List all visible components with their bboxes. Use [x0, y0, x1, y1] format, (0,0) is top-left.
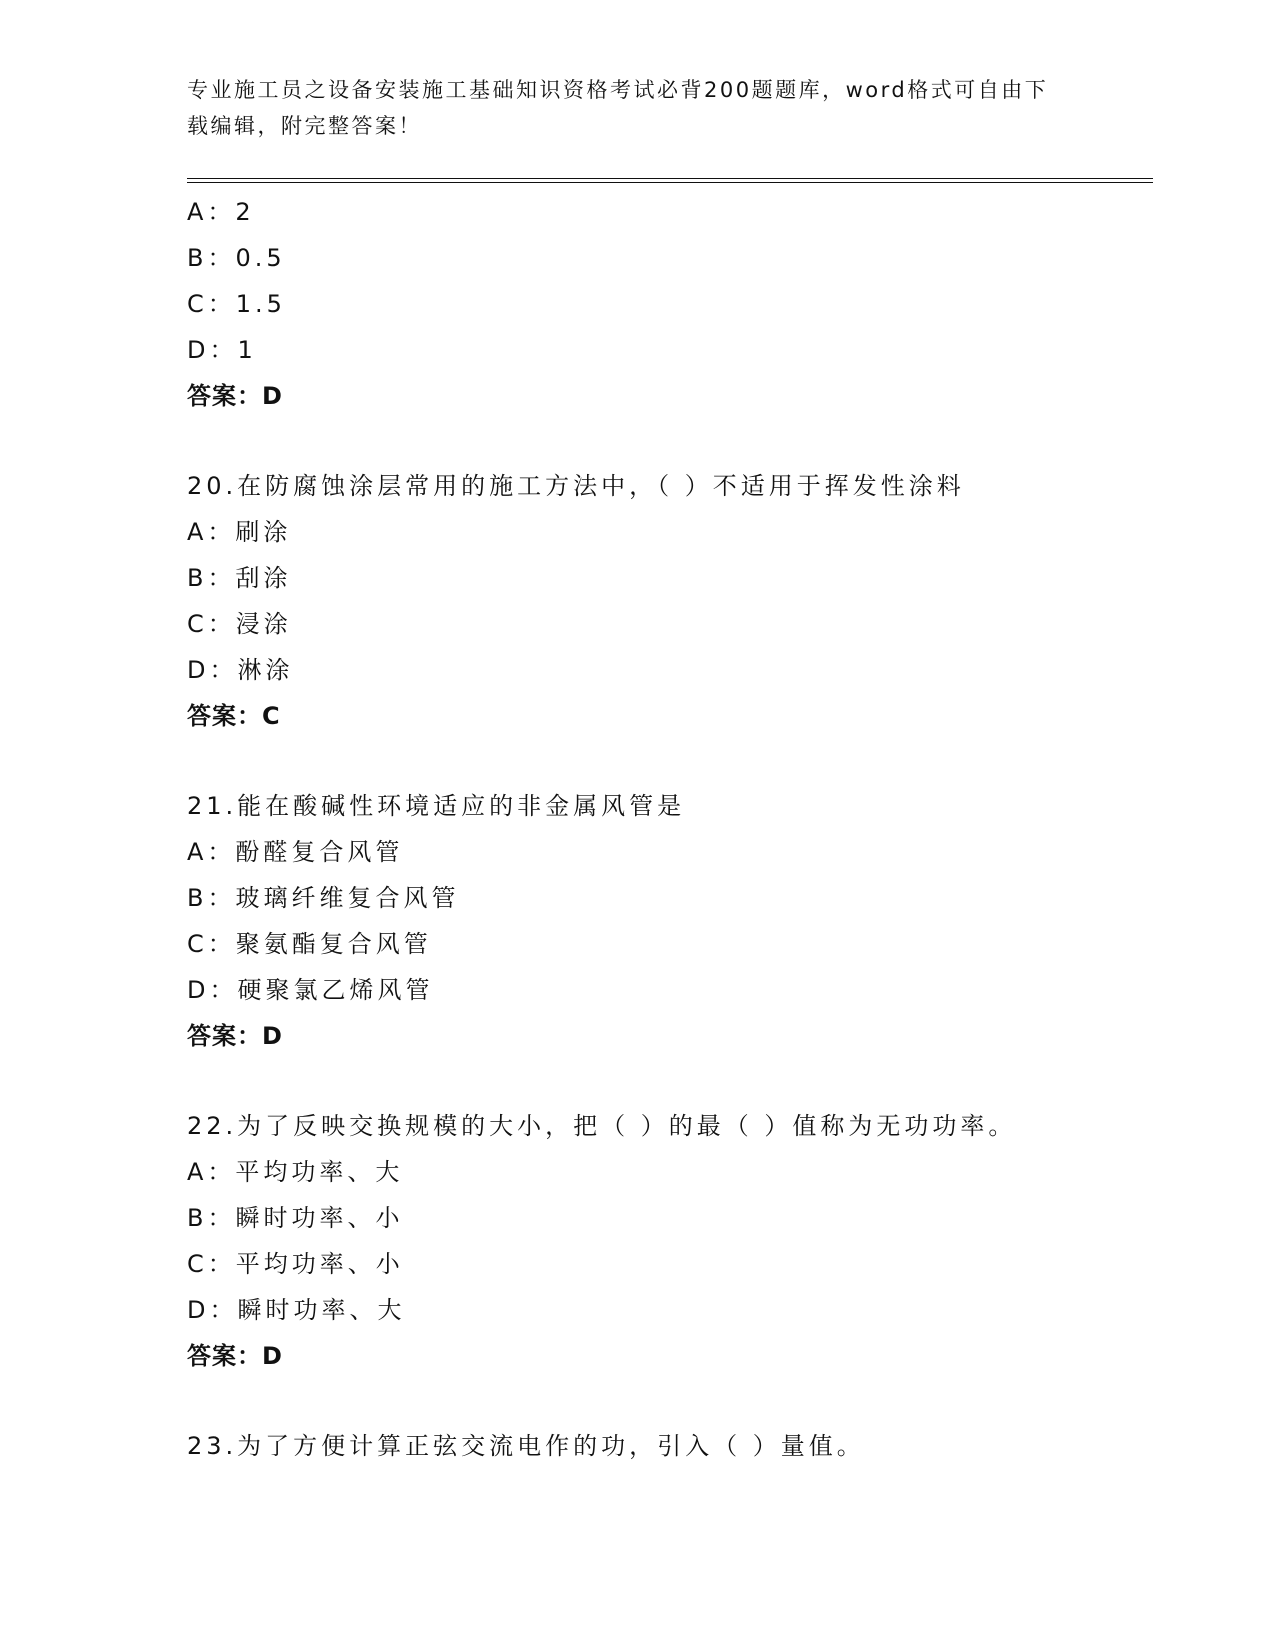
option-c: C：平均功率、小 [187, 1250, 404, 1278]
option-d: D：硬聚氯乙烯风管 [187, 976, 434, 1004]
option-b: B：刮涂 [187, 564, 292, 592]
option-a: A：2 [187, 198, 255, 226]
option-a: A：刷涂 [187, 518, 292, 546]
option-c: C：浸涂 [187, 610, 292, 638]
option-c: C：1.5 [187, 290, 286, 318]
header-divider-top [187, 178, 1153, 179]
option-b: B：0.5 [187, 244, 286, 272]
answer-line: 答案：D [187, 1022, 283, 1050]
question-stem: 20.在防腐蚀涂层常用的施工方法中，（ ）不适用于挥发性涂料 [187, 472, 965, 500]
question-stem: 23.为了方便计算正弦交流电作的功，引入（ ）量值。 [187, 1432, 865, 1460]
question-list [187, 189, 1147, 1469]
answer-line: 答案：C [187, 702, 281, 730]
option-b: B：玻璃纤维复合风管 [187, 884, 460, 912]
option-b: B：瞬时功率、小 [187, 1204, 404, 1232]
option-a: A：平均功率、大 [187, 1158, 404, 1186]
header-divider-bottom [187, 182, 1153, 183]
option-a: A：酚醛复合风管 [187, 838, 404, 866]
question-stem: 22.为了反映交换规模的大小，把（ ）的最（ ）值称为无功功率。 [187, 1112, 1017, 1140]
document-header: 专业施工员之设备安装施工基础知识资格考试必背200题题库，word格式可自由下载编辑，附完整答案！ [187, 78, 1049, 138]
answer-line: 答案：D [187, 382, 283, 410]
option-c: C：聚氨酯复合风管 [187, 930, 432, 958]
answer-line: 答案：D [187, 1342, 283, 1370]
option-d: D：淋涂 [187, 656, 294, 684]
option-d: D：瞬时功率、大 [187, 1296, 406, 1324]
option-d: D：1 [187, 336, 257, 364]
question-stem: 21.能在酸碱性环境适应的非金属风管是 [187, 792, 686, 820]
